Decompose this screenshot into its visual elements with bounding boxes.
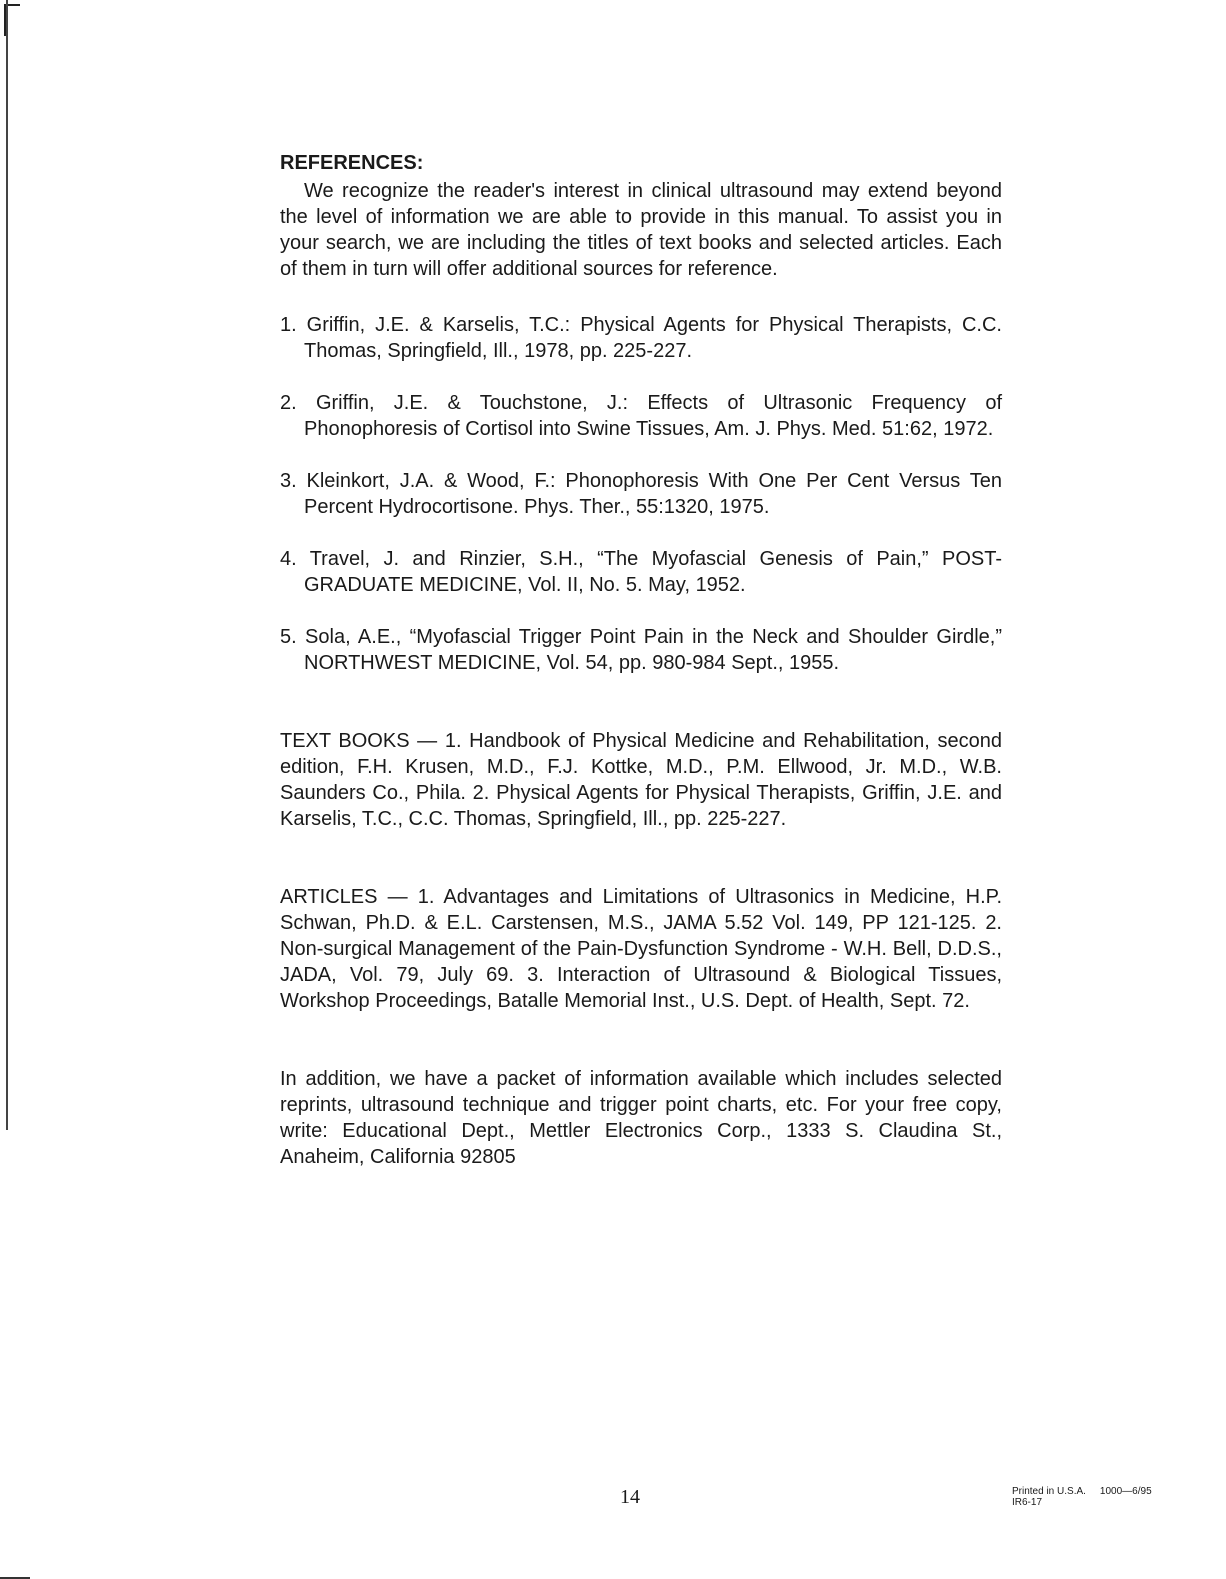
print-info [1012, 1486, 1152, 1508]
reference-item-2: 2. Griffin, J.E. & Touchstone, J.: Effects of Ultrasonic Frequency of Phonophoresis of Cortisol into Swine Tissues, Am. J. Phys. Med. 51:62, 1972. [280, 392, 1002, 440]
form-number: IR6-17 [1012, 1497, 1043, 1508]
articles-paragraph: ARTICLES — 1. Advantages and Limitations of Ultrasonics in Medicine, H.P. Schwan, Ph.D. & E.L. Carstensen, M.S., JAMA 5.52 Vol. 149, PP 121-125. 2. Non-surgical Management of the Pain-Dysfunction Syndrome - W.H. Bell, D.D.S., JADA, Vol. 79, July 69. 3. Interaction of Ultrasound & Biological Tissues, Workshop Proceedings, Batalle Memorial Inst., U.S. Dept. of Health, Sept. 72. [280, 886, 1002, 1012]
reference-list [280, 312, 1002, 676]
printed-label: Printed in U.S.A. [1012, 1486, 1086, 1497]
references-heading: REFERENCES: [280, 152, 424, 174]
reference-item-1: 1. Griffin, J.E. & Karselis, T.C.: Physical Agents for Physical Therapists, C.C. Thomas, Springfield, Ill., 1978, pp. 225-227. [280, 314, 1002, 362]
page-number: 14 [620, 1486, 640, 1508]
print-code: 1000—6/95 [1099, 1486, 1152, 1497]
intro-paragraph: We recognize the reader's interest in clinical ultrasound may extend beyond the level of information we are able to provide in this manual. To assist you in your search, we are including the titles of text books and selected articles. Each of them in turn will offer additional sources for reference. [280, 180, 1002, 280]
scan-bottom-mark [0, 1567, 30, 1579]
addition-paragraph: In addition, we have a packet of information available which includes selected reprints, ultrasound technique and trigger point charts, etc. For your free copy, write: Educational Dept., Mettler Electronics Corp., 1333 S. Claudina St., Anaheim, California 92805 [280, 1068, 1002, 1168]
reference-item-4: 4. Travel, J. and Rinzier, S.H., “The Myofascial Genesis of Pain,” POST-GRADUATE MEDICINE, Vol. II, No. 5. May, 1952. [280, 548, 1002, 596]
scan-edge-line [6, 0, 8, 1130]
reference-item-5: 5. Sola, A.E., “Myofascial Trigger Point Pain in the Neck and Shoulder Girdle,” NORTHWEST MEDICINE, Vol. 54, pp. 980-984 Sept., 1955. [280, 626, 1002, 674]
text-books-paragraph: TEXT BOOKS — 1. Handbook of Physical Medicine and Rehabilitation, second edition, F.H. Krusen, M.D., F.J. Kottke, M.D., P.M. Ellwood, Jr. M.D., W.B. Saunders Co., Phila. 2. Physical Agents for Physical Therapists, Griffin, J.E. and Karselis, T.C., C.C. Thomas, Springfield, Ill., pp. 225-227. [280, 730, 1002, 830]
reference-item-3: 3. Kleinkort, J.A. & Wood, F.: Phonophoresis With One Per Cent Versus Ten Percent Hydrocortisone. Phys. Ther., 55:1320, 1975. [280, 470, 1002, 518]
page-content [280, 150, 1002, 1170]
